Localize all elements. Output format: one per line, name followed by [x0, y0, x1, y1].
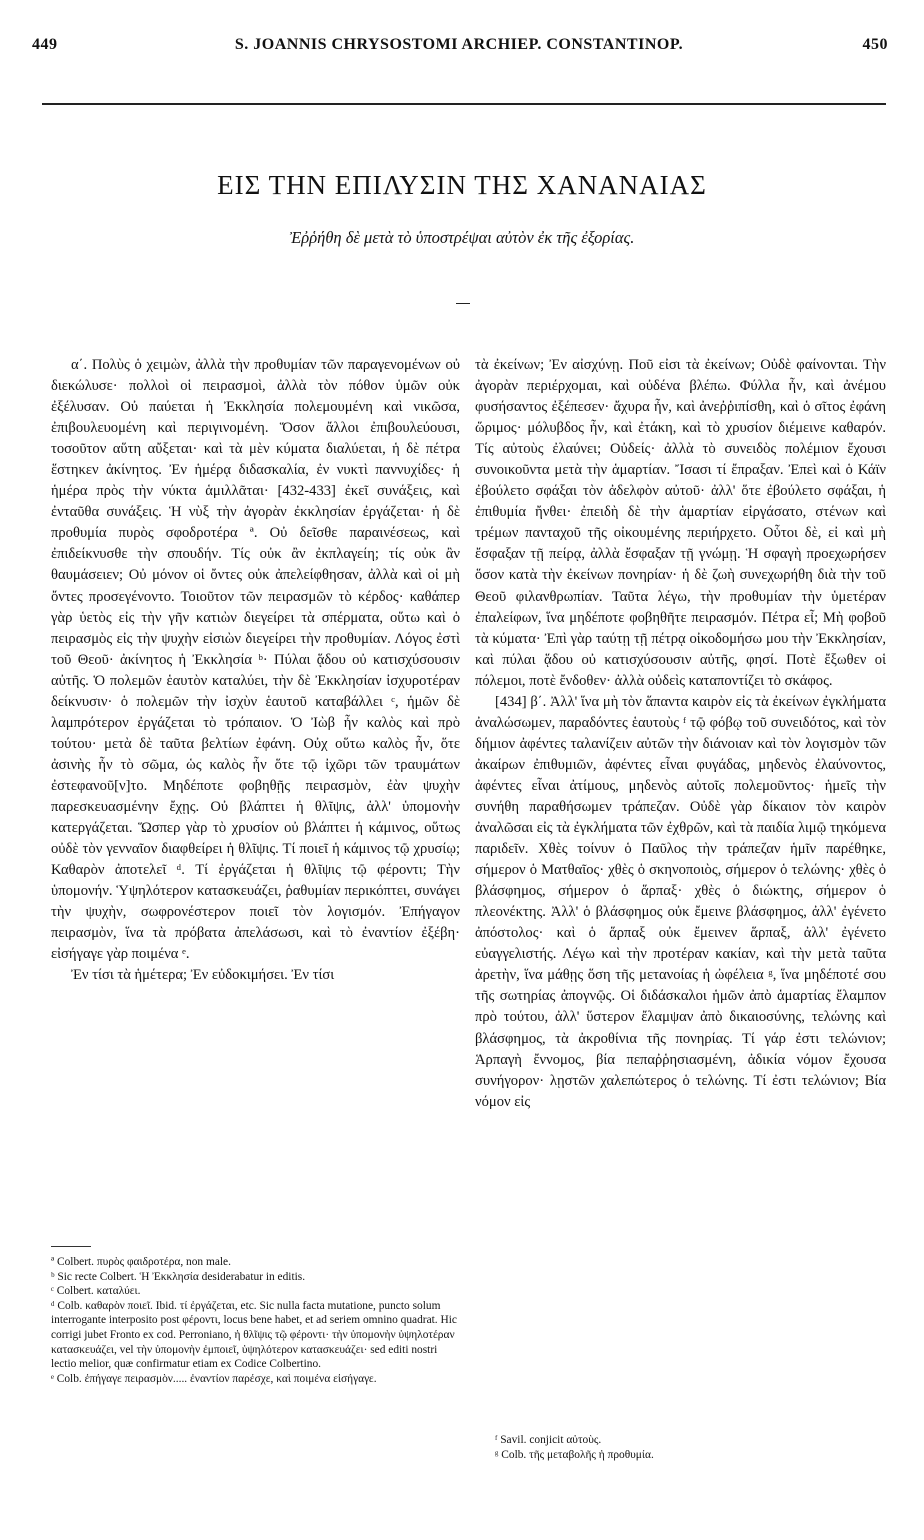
footnote-rule: [51, 1246, 91, 1247]
footnote: ᵍ Colb. τῆς μεταβολῆς ἡ προθυμία.: [495, 1448, 654, 1461]
footnotes-right: [495, 1433, 875, 1462]
homily-subtitle: Ἐῤῥήθη δὲ μετὰ τὸ ὑποστρέψαι αὐτὸν ἐκ τῆς ἐξορίας.: [289, 228, 635, 247]
text-column-left: [51, 355, 460, 986]
paragraph: [434] β΄. Ἀλλ' ἵνα μὴ τὸν ἅπαντα καιρὸν εἰς τὰ ἐκείνων ἐγκλήματα ἀναλώσωμεν, παραδόντες ἑαυτοὺς ᶠ τῷ φόβῳ τοῦ συνειδότος, καὶ τὸν δήμιον ἀφέντες ταλανίζειν αὐτῶν τὴν διάνοιαν καὶ τὸν λογισμὸν τῶν ἀκαίρων ἐπιθυμιῶν, ἀφέντες εἶναι φυγάδας, μηδενὸς ἐλαύνοντος, ἀφέντες εἶναι ἀτίμους, μηδενὸς αὐτοῖς πολεμοῦντος· ἡμεῖς τὴν συνήθη παραθήσωμεν τράπεζαν. Οὐδὲ γὰρ δίκαιον τὸν καιρὸν ἀναλῶσαι εἰς τὰ ἐγκλήματα τῶν ἐχθρῶν, καὶ τὰ παιδία λιμῷ τηκόμενα παριδεῖν. Χθὲς τοίνυν ὁ Παῦλος τὴν τράπεζαν ἡμῖν παρέθηκε, σήμερον ὁ Ματθαῖος· χθὲς ὁ σκηνοποιὸς, σήμερον ὁ τελώνης· χθὲς ὁ βλάσφημος, σήμερον ὁ ἅρπαξ· χθὲς ὁ διώκτης, σήμερον ὁ πλεονέκτης. Ἀλλ' ὁ βλάσφημος οὐκ ἔμεινε βλάσφημος, ἀλλ' ἐγένετο ἀπόστολος· καὶ ὁ ἅρπαξ οὐκ ἔμεινεν ἅρπαξ, ἀλλ' ἐγένετο εὐαγγελιστής. Λέγω καὶ τὴν προτέραν κακίαν, καὶ τὴν μετὰ ταῦτα ἀρετὴν, ἵνα μάθῃς ὅση τῆς μετανοίας ἡ ὠφέλεια ᵍ, ἵνα μηδέποτέ σου τῆς σωτηρίας ἀπογνῷς. Οἱ διδάσκαλοι ἡμῶν ἀπὸ ἁμαρτίας ἔλαμπον πρὸ τούτου, ἀλλ' ὕστερον ἔλαμψαν ἀπὸ δικαιοσύνης, τελώνης καὶ βλάσφημος, τὰ ἀκροθίνια τῆς πονηρίας. Τί γάρ ἐστι τελώνιον; Ἁρπαγὴ ἔννομος, βία πεπαῤῥησιασμένη, ἀδικία νόμον ἔχουσα συνήγορον· λῃστῶν χαλεπώτερος ὁ τελώνης. Τί ἐστι τελώνιον; Βία νόμον εἰς: [475, 693, 886, 1110]
header-rule: [42, 103, 886, 105]
paragraph: Ἐν τίσι τὰ ἡμέτερα; Ἐν εὐδοκιμήσει. Ἐν τίσι: [71, 967, 335, 984]
footnote: ᵇ Sic recte Colbert. Ἡ Ἐκκλησία desiderabatur in editis.: [51, 1270, 306, 1283]
page-number-right: 450: [862, 36, 888, 53]
homily-title: ΕΙΣ ΤΗΝ ΕΠΙΛΥΣΙΝ ΤΗΣ ΧΑΝΑΝΑΙΑΣ: [217, 170, 707, 200]
footnote: ᶠ Savil. conjicit αὐτοὺς.: [495, 1434, 602, 1446]
footnote: ª Colbert. πυρὸς φαιδροτέρα, non male.: [51, 1256, 231, 1268]
page-number-left: 449: [32, 36, 58, 53]
paragraph: α΄. Πολὺς ὁ χειμὼν, ἀλλὰ τὴν προθυμίαν τῶν παραγενομένων οὐ διεκώλυσε· πολλοὶ οἱ πειρασμοὶ, ἀλλὰ τὸν πόθον ὑμῶν οὐκ ἐξέλυσαν. Οὐ παύεται ἡ Ἐκκλησία πολεμουμένη καὶ νικῶσα, ἐπιβουλευομένη καὶ περιγινομένη. Ὅσον ἄλλοι ἐπιβουλεύουσι, τοσοῦτον αὕτη αὔξεται· καὶ τὰ μὲν κύματα διαλύεται, ἡ δὲ πέτρα ἕστηκεν ἀκίνητος. Ἐν ἡμέρᾳ διδασκαλία, ἐν νυκτὶ παννυχίδες· ἡ ἡμέρα πρὸς τὴν νύκτα ἁμιλλᾶται· [432-433] ἐκεῖ συνάξεις, καὶ ἐνταῦθα συνάξεις. Ἡ νὺξ τὴν ἀγορὰν ἐκκλησίαν ἐργάζεται· ἡ δὲ προθυμία πυρὸς σφοδροτέρα ª. Οὐ δεῖσθε παραινέσεως, καὶ ἐπιδείκνυσθε τὴν σπουδήν. Τίς οὐκ ἂν ἐκπλαγείη; τίς οὐκ ἂν θαυμάσειεν; Οὐ μόνον οἱ ὄντες οὐκ ἀπελείφθησαν, ἀλλὰ καὶ οἱ μὴ ὄντες προσεγένοντο. Τοιοῦτον τῶν πειρασμῶν τὸ κέρδος· καθάπερ γὰρ ὑετὸς εἰς τὴν γῆν κατιὼν διεγείρει τὰ σπέρματα, οὕτω καὶ ὁ πειρασμὸς εἰς τὴν ψυχὴν εἰσιὼν διεγείρει τὴν προθυμίαν. Λόγος ἐστὶ τοῦ Θεοῦ· ἀκίνητος ἡ Ἐκκλησία ᵇ· Πύλαι ᾅδου οὐ κατισχύσουσιν αὐτῆς. Ὁ πολεμῶν ἑαυτὸν καταλύει, τὴν δὲ Ἐκκλησίαν ἰσχυροτέραν δείκνυσιν· ὁ πολεμῶν τὴν ἰσχὺν ἑαυτοῦ καταβάλλει ᶜ, ἡμῶν δὲ λαμπρότερον ἐργάζεται τὸ τρόπαιον. Ὁ Ἰὼβ ἦν καλὸς καὶ πρὸ τούτου· μετὰ δὲ ταῦτα βελτίων ἐφάνη. Οὐχ οὕτω καλὸς ἦν, ὅτε ἀσινὴς ἦν τὸ σῶμα, ὡς καλὸς ἦν ὅτε τῷ ἰχῶρι τῶν τραυμάτων ἐστεφανοῦ[ν]το. Μηδέποτε φοβηθῇς πειρασμὸν, ἐὰν ψυχὴν παρεσκευασμένην ἔχῃς. Οὐ βλάπτει ἡ θλῖψις, ἀλλ' ὑπομονὴν κατεργάζεται. Ὥσπερ γὰρ τὸ χρυσίον οὐ βλάπτει ἡ κάμινος, οὕτως οὐδὲ τὸν γενναῖον διαφθείρει ἡ θλῖψις. Τί ποιεῖ ἡ κάμινος τῷ χρυσίῳ; Καθαρὸν ἀποτελεῖ ᵈ. Τί ἐργάζεται ἡ θλῖψις τῷ φέροντι; Τὴν ὑπομονήν. Ὑψηλότερον κατασκευάζει, ῥαθυμίαν περικόπτει, συνάγει τὴν ψυχὴν, σωφρονέστερον ποιεῖ τὸν λογισμόν. Ἐπήγαγον πειρασμὸν, ἵνα τὰ πρόβατα ἀπελάσωσι, καὶ τὸ ἐναντίον ἐξέβη· εἰσήγαγε γὰρ ποιμένα ᵉ.: [51, 357, 460, 963]
text-column-right: [475, 355, 886, 1113]
footnote: ᶜ Colbert. καταλύει.: [51, 1285, 141, 1298]
section-divider: [456, 303, 470, 304]
paragraph: τὰ ἐκείνων; Ἐν αἰσχύνῃ. Ποῦ εἰσι τὰ ἐκείνων; Οὐδὲ φαίνονται. Τὴν ἀγορὰν περιέρχομαι, καὶ οὐδένα βλέπω. Φύλλα ἦν, καὶ ἀνέμου φυσήσαντος ἐξέπεσεν· ἄχυρα ἦν, καὶ ἀνεῤῥιπίσθη, καὶ ὁ σῖτος ἐφάνη ὥριμος· μόλυβδος ἦν, καὶ ἐτάκη, καὶ τὸ χρυσίον διέμεινε καθαρόν. Τίς αὐτοὺς ἐλαύνει; Οὐδείς· ἀλλὰ τὸ συνειδὸς πολέμιον ἔχουσι συνοικοῦντα μετὰ τὴν ἁμαρτίαν. Ἴσασι τί ἔπραξαν. Ἐπεὶ καὶ ὁ Κάϊν ἐβούλετο σφάξαι τὸν ἀδελφὸν αὐτοῦ· ἀλλ' ὅτε ἐβούλετο σφάξαι, ἡ ἐπιθυμία ἤνθει· ἐπειδὴ δὲ τὴν ἁμαρτίαν εἰργάσατο, στένων καὶ τρέμων πανταχοῦ τῆς οἰκουμένης περιήρχετο. Οὗτοι δὲ, εἰ καὶ μὴ ἔσφαξαν τῇ πείρᾳ, ἀλλὰ ἔσφαξαν τῇ γνώμῃ. Ἡ σφαγὴ προεχωρήσεν ὅσον κατὰ τὴν ἐκείνων πονηρίαν· ἡ δὲ ζωὴ συνεχωρήθη διὰ τὴν τοῦ Θεοῦ φιλανθρωπίαν. Ταῦτα λέγω, τὴν προθυμίαν τὴν ὑμετέραν ἐπαλείφων, ἵνα μηδέποτε φοβηθῆτε πειρασμόν. Πέτρα εἶ; Μὴ φοβοῦ τὰ κύματα· Ἐπὶ γὰρ ταύτῃ τῇ πέτρᾳ οἰκοδομήσω μου τὴν Ἐκκλησίαν, καὶ πύλαι ᾅδου οὐ κατισχύσουσιν αὐτῆς, φησί. Ποτὲ ἔξωθεν οἱ πόλεμοι, ποτὲ ἔνδοθεν· ἀλλὰ οὐδεὶς καταποντίζει τὸ σκάφος.: [475, 357, 886, 689]
running-title: S. JOANNIS CHRYSOSTOMI ARCHIEP. CONSTANTINOP.: [234, 36, 684, 53]
footnote: ᵈ Colb. καθαρὸν ποιεῖ. Ibid. τί ἐργάζεται, etc. Sic nulla facta mutatione, puncto solum interrogante interposito post φέροντι, locus bene habet, et ad seriem omnino quadrat. Hic corrigi jubet Fronto ex cod. Perroniano, ἡ θλῖψις τῷ φέροντι· τὴν ὑπομονὴν ὑψηλοτέραν κατασκευάζει, vel τὴν ὑπομονὴν ἐμποιεῖ, ὑψηλότερον κατασκευάζει· sed editi nostri lectio melior, quæ confirmatur etiam ex Codice Colbertino.: [51, 1299, 457, 1371]
footnotes-left: [51, 1255, 463, 1386]
running-head: [30, 36, 888, 58]
footnote: ᵉ Colb. ἐπήγαγε πειρασμὸν..... ἐναντίον παρέσχε, καὶ ποιμένα εἰσήγαγε.: [51, 1372, 377, 1385]
